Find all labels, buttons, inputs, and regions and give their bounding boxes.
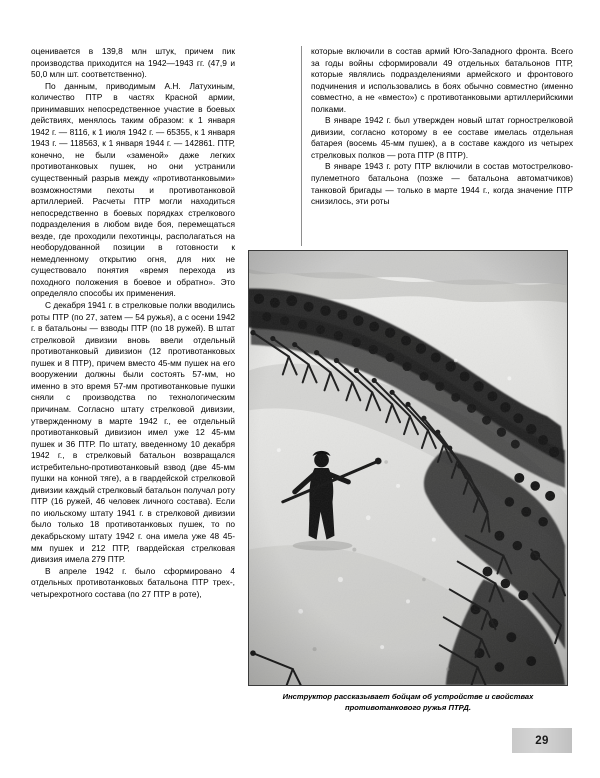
page-number-band (512, 728, 572, 753)
right-text-column (311, 46, 573, 208)
right-paragraph-1: которые включили в состав армий Юго-Западного фронта. Всего за годы войны сформировали 49 отдельных батальонов ПТР, которые являлись подразделениями армейского и фронтового подчинения и использовались в боях обычно совместно (именно совместно, а не «вместо») с противотанковыми артиллерийскими полками. (311, 46, 573, 114)
right-paragraph-3: В январе 1943 г. роту ПТР включили в состав мотострелково-пулеметного батальона (позже — батальона автоматчиков) танковой бригады — только в марте 1944 г., когда значение ПТР снизилось, эти роты (311, 161, 573, 207)
column-divider (301, 46, 302, 246)
left-paragraph-2: По данным, приводимым А.Н. Латухиным, количество ПТР в частях Красной армии, принимавших непосредственное участие в боевых действиях, менялось таким образом: к 1 января 1942 г. — 8116, к 1 июля 1942 г. — 65355, к 1 января 1943 г. — 118563, к 1 января 1944 г. — 142861. ПТР, конечно, не были «заменой» даже легких противотанковых пушек, но они устранили существенный разрыв между «противотанковыми» возможностями пехоты и противотанковой артиллерией. Расчеты ПТР могли находиться непосредственно в боевых порядках стрелкового подразделения в любом виде боя, перемещаться везде, где проходили пехотинцы, располагаться на необорудованной позиции в готовности к немедленному открытию огня, для них не существовало понятия «время перехода из походного положения в боевое и обратно». Это определяло способы их применения. (31, 80, 235, 299)
photograph-image (249, 251, 567, 685)
left-paragraph-4: В апреле 1942 г. было сформировано 4 отдельных противотанковых батальона ПТР трех-, четырехротного состава (по 27 ПТР в роте), (31, 565, 235, 599)
page-number: 29 (535, 734, 549, 747)
left-paragraph-3: С декабря 1941 г. в стрелковые полки вводились роты ПТР (по 27, затем — 54 ружья), а с осени 1942 г. в батальоны — взводы ПТР (по 18 ружей). В штат стрелковой дивизии вновь ввели отдельный противотанковый дивизион (12 противотанковых пушек и 8 ПТР), причем вместо 45-мм пушек на его вооружении должны были состоять 57-мм, но именно в это время 57-мм противотанковые пушки сняли с производства по технологическим причинам. Согласно штату стрелковой дивизии, утвержденному в марте 1942 г., ее отдельный противотанковый дивизион имел уже 12 45-мм пушек и 36 ПТР. По штату, введенному 10 декабря 1942 г., в стрелковый батальон возвращался истребительно-противотанковый взвод (две 45-мм пушки на конной тяге), а в гвардейской стрелковой дивизии каждый стрелковый батальон получал роту ПТР (16 ружей, 46 человек личного состава). Если по июльскому штату 1941 г. в стрелковой дивизии было только 18 противотанковых пушек, то по декабрьскому штату 1942 г. она имела уже 48 45-мм пушек и 212 ПТР, гвардейская стрелковая дивизия имела 279 ПТР. (31, 300, 235, 565)
left-paragraph-1: оценивается в 139,8 млн штук, причем пик производства приходится на 1942—1943 гг. (47,9 и 50,0 млн шт. соответственно). (31, 46, 235, 80)
photograph (248, 250, 568, 686)
photo-caption: Инструктор рассказывает бойцам об устройстве и свойствах противотанкового ружья ПТРД. (282, 692, 534, 712)
right-paragraph-2: В январе 1942 г. был утвержден новый штат горнострелковой дивизии, согласно которому в ее составе имелась отдельная батарея (восемь 45-мм пушек), а в составе каждого из четырех стрелковых полков — рота ПТР (8 ПТР). (311, 115, 573, 160)
